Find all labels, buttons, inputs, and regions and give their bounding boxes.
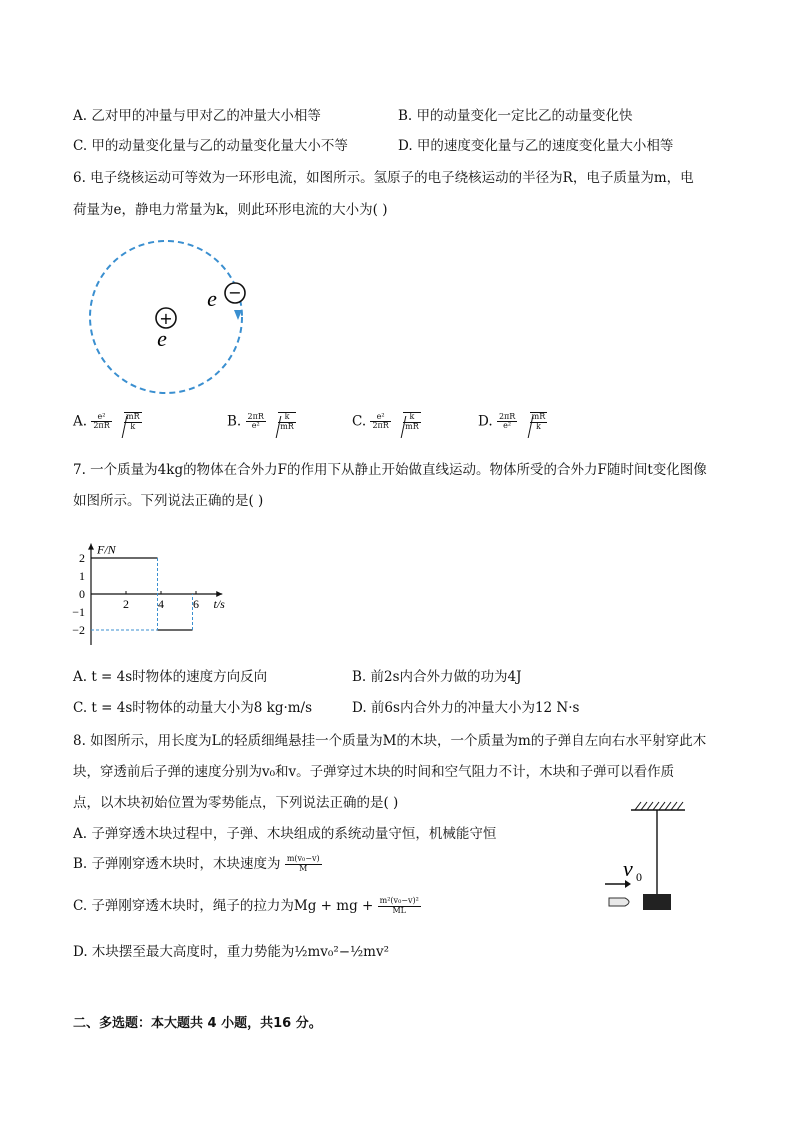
fraction: $\frac{\text{e²}}{2\pi R}$	[93, 411, 110, 431]
q6-option-d	[478, 412, 547, 432]
y-axis-arrow	[88, 544, 94, 550]
q6-option-b	[227, 412, 296, 432]
fraction: $\frac{\text{e²}}{2\pi R}$	[372, 411, 389, 431]
nucleus-plus-sign: +	[159, 309, 173, 328]
q8-option-d: D. 木块摆至最大高度时，重力势能为½mv₀²−½mv²	[73, 944, 389, 960]
fraction: $\frac{\text{m²(v₀−v)²}}{ML}$	[379, 896, 419, 915]
fraction: $\frac{2\pi R}{\text{e²}}$	[247, 411, 264, 431]
bullet-icon	[609, 898, 629, 906]
q6-option-a	[73, 412, 142, 432]
electron-label: e	[207, 286, 217, 311]
wooden-block	[643, 894, 671, 910]
q7-stem-line1: 7. 一个质量为4kg的物体在合外力F的作用下从静止开始做直线运动。物体所受的合外力F随时间t变化图像	[73, 462, 707, 478]
option-letter: D.	[478, 413, 493, 430]
q8-option-b: B. 子弹刚穿透木块时，木块速度为 $\frac{\text{m(v₀−v)}}{M}$	[73, 854, 320, 873]
q8-stem-line3: 点，以木块初始位置为零势能点，下列说法正确的是( )	[73, 795, 399, 811]
q7-stem-line2: 如图所示。下列说法正确的是( )	[73, 493, 264, 509]
q5-option-d: D. 甲的速度变化量与乙的速度变化量大小相等	[398, 138, 674, 154]
q6-stem-line1: 6. 电子绕核运动可等效为一环形电流，如图所示。氢原子的电子绕核运动的半径为R，电子质量为m，电	[73, 170, 694, 186]
ceiling-hatching	[635, 802, 683, 810]
q8-option-c: C. 子弹刚穿透木块时，绳子的拉力为Mg + mg + $\frac{\text{m²(v₀−v)²}}{ML}$	[73, 896, 419, 915]
x-tick-label: 4	[158, 597, 164, 611]
q5-option-c: C. 甲的动量变化量与乙的动量变化量大小不等	[73, 138, 348, 154]
y-axis-label: F/N	[97, 542, 116, 557]
electron-minus-sign: −	[228, 283, 242, 302]
nucleus-label: e	[157, 326, 167, 351]
q5-option-b: B. 甲的动量变化一定比乙的动量变化快	[398, 108, 633, 124]
velocity-arrow-head	[625, 880, 631, 888]
fraction: $\frac{2\pi R}{\text{e²}}$	[498, 411, 516, 431]
option-letter: A.	[73, 413, 88, 430]
square-root: $\frac{k}{mR}$	[395, 412, 421, 432]
velocity-label: v	[623, 856, 633, 881]
q7-option-a: A. t = 4s时物体的速度方向反向	[73, 669, 268, 685]
section-two-heading: 二、多选题：本大题共 4 小题，共16 分。	[73, 1016, 322, 1031]
q7-option-d: D. 前6s内合外力的冲量大小为12 N·s	[352, 700, 580, 716]
q8-stem-line1: 8. 如图所示，用长度为L的轻质细绳悬挂一个质量为M的木块，一个质量为m的子弹自左向右水平射穿此木	[73, 733, 707, 749]
y-tick-label: −2	[72, 623, 85, 637]
x-tick-label: 2	[123, 597, 129, 611]
square-root: $\frac{mR}{k}$	[116, 412, 142, 432]
q6-option-c	[352, 412, 421, 432]
fraction: $\frac{\text{m(v₀−v)}}{M}$	[286, 854, 320, 873]
y-tick-label: 0	[79, 587, 85, 601]
option-letter: B.	[227, 413, 242, 430]
velocity-subscript: 0	[636, 870, 642, 884]
q8-pendulum-figure	[595, 798, 705, 918]
square-root: $\frac{mR}{k}$	[522, 412, 548, 432]
x-tick-label: 6	[193, 597, 199, 611]
force-time-chart	[70, 516, 260, 646]
q5-option-a: A. 乙对甲的冲量与甲对乙的冲量大小相等	[73, 108, 321, 124]
option-letter: C.	[352, 413, 367, 430]
q6-stem-line2: 荷量为e，静电力常量为k，则此环形电流的大小为( )	[73, 202, 388, 218]
orbit-direction-arrow	[234, 310, 242, 320]
q6-orbit-figure	[80, 240, 280, 400]
y-tick-label: 1	[79, 569, 85, 583]
y-tick-label: 2	[79, 551, 85, 565]
q8-option-a: A. 子弹穿透木块过程中，子弹、木块组成的系统动量守恒，机械能守恒	[73, 826, 497, 842]
square-root: $\frac{k}{mR}$	[270, 412, 296, 432]
q7-option-b: B. 前2s内合外力做的功为4J	[352, 669, 522, 685]
y-tick-label: −1	[72, 605, 85, 619]
q7-option-c: C. t = 4s时物体的动量大小为8 kg·m/s	[73, 700, 313, 716]
x-axis-label: t/s	[213, 597, 225, 611]
q8-stem-line2: 块，穿透前后子弹的速度分别为v₀和v。子弹穿过木块的时间和空气阻力不计，木块和子弹可以看作质	[73, 764, 675, 780]
